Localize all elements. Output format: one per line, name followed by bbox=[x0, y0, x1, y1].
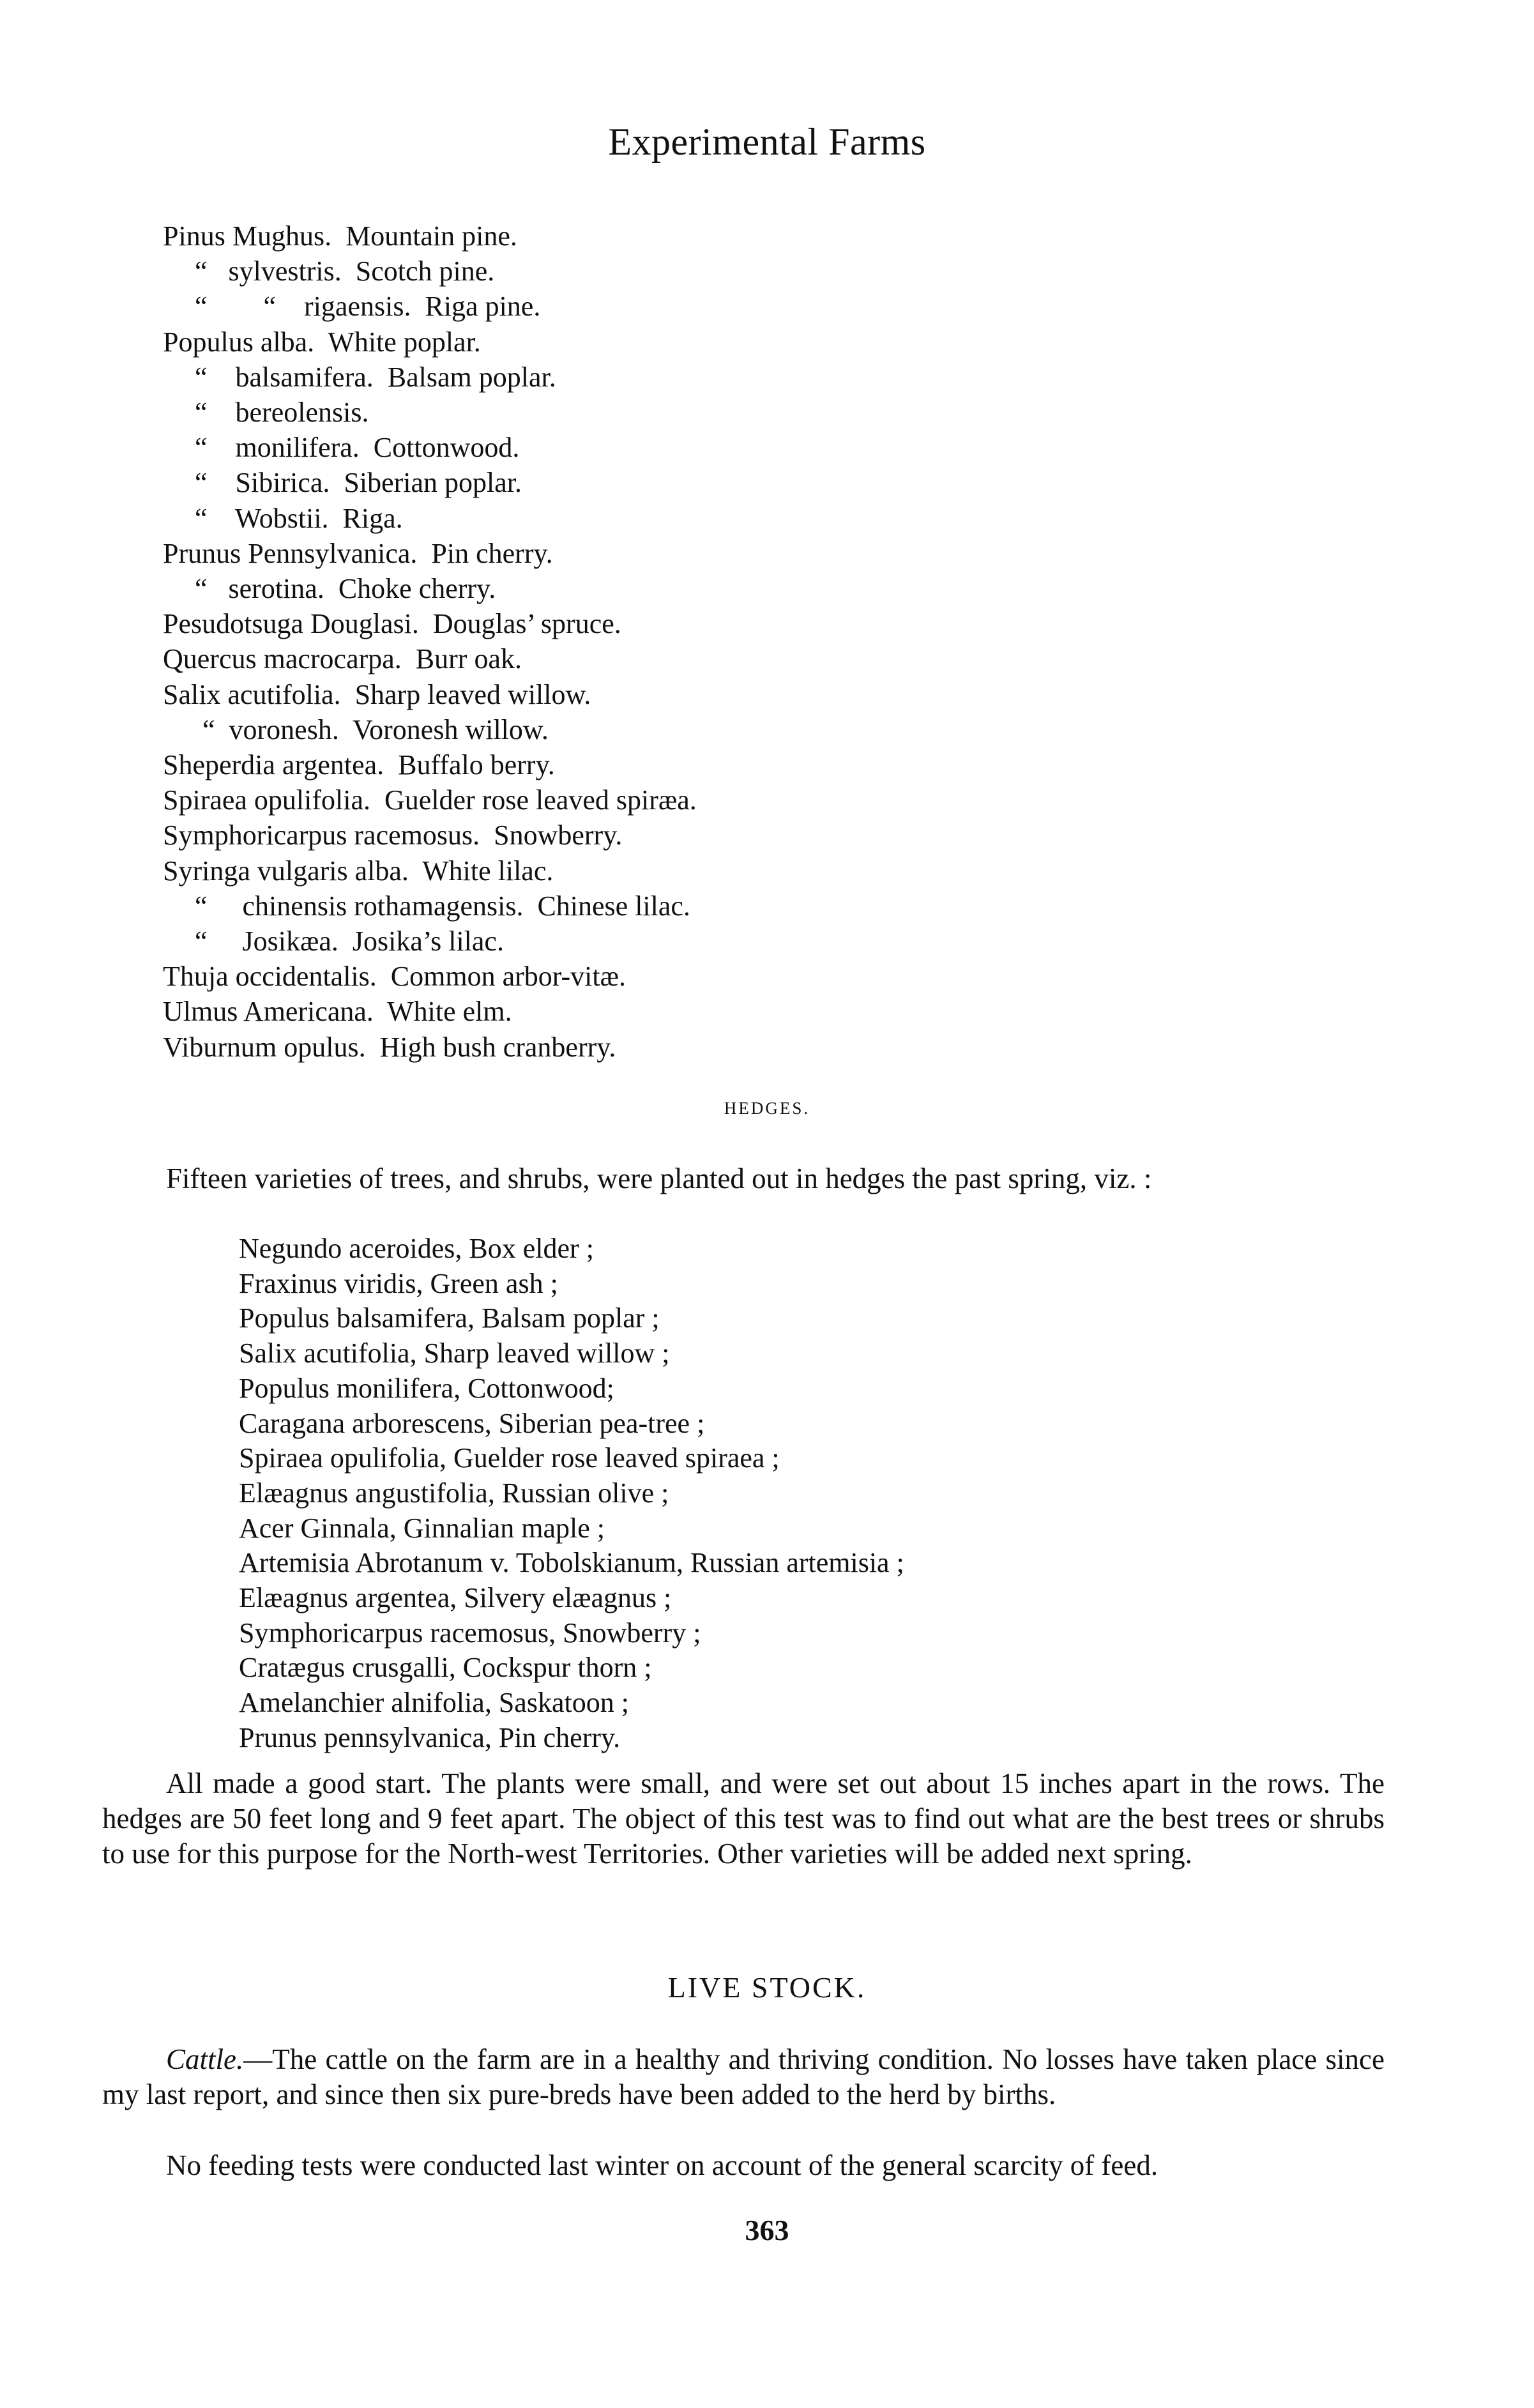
list-item: Symphoricarpus racemosus, Snowberry ; bbox=[239, 1617, 701, 1649]
hedges-list bbox=[239, 1231, 1388, 1756]
list-item: Quercus macrocarpa. Burr oak. bbox=[163, 643, 522, 675]
list-item: Prunus pennsylvanica, Pin cherry. bbox=[239, 1721, 621, 1753]
list-item: Salix acutifolia, Sharp leaved willow ; bbox=[239, 1337, 670, 1369]
list-item: Symphoricarpus racemosus. Snowberry. bbox=[163, 819, 623, 851]
list-item: “ voronesh. Voronesh willow. bbox=[202, 713, 549, 745]
list-item: Syringa vulgaris alba. White lilac. bbox=[163, 855, 554, 887]
hedges-summary-text: All made a good start. The plants were small, and were set out about 15 inches apart in the rows. The hedges are 50 feet long and 9 feet apart. The object of this test was to find out what are the best trees or shrubs to use for this purpose for the North-west Territories. Other varieties will be added next spring. bbox=[102, 1767, 1385, 1870]
list-item: “ sylvestris. Scotch pine. bbox=[195, 255, 495, 287]
hedges-intro-text: Fifteen varieties of trees, and shrubs, were planted out in hedges the past spring, viz. : bbox=[166, 1162, 1152, 1194]
list-item: “ Sibirica. Siberian poplar. bbox=[195, 467, 522, 499]
list-item: Acer Ginnala, Ginnalian maple ; bbox=[239, 1512, 605, 1544]
list-item: Prunus Pennsylvanica. Pin cherry. bbox=[163, 537, 553, 569]
list-item: Artemisia Abrotanum v. Tobolskianum, Russian artemisia ; bbox=[239, 1547, 904, 1579]
hedges-heading: HEDGES. bbox=[724, 1099, 810, 1118]
list-item: Viburnum opulus. High bush cranberry. bbox=[163, 1031, 616, 1063]
list-item: Ulmus Americana. White elm. bbox=[163, 996, 512, 1028]
list-item: Spiraea opulifolia, Guelder rose leaved spiraea ; bbox=[239, 1442, 780, 1474]
list-item: Elæagnus argentea, Silvery elæagnus ; bbox=[239, 1582, 672, 1614]
list-item: “ balsamifera. Balsam poplar. bbox=[195, 361, 556, 393]
list-item: “ serotina. Choke cherry. bbox=[195, 573, 496, 605]
list-item: Populus monilifera, Cottonwood; bbox=[239, 1372, 614, 1404]
list-item: “ Josikæa. Josika’s lilac. bbox=[195, 926, 504, 957]
species-list bbox=[163, 218, 1440, 1065]
list-item: Populus alba. White poplar. bbox=[163, 326, 481, 358]
cattle-paragraph bbox=[102, 2042, 1385, 2112]
list-item: Pinus Mughus. Mountain pine. bbox=[163, 220, 517, 252]
list-item: “ monilifera. Cottonwood. bbox=[195, 432, 520, 464]
list-item: Fraxinus viridis, Green ash ; bbox=[239, 1267, 558, 1299]
list-item: Cratægus crusgalli, Cockspur thorn ; bbox=[239, 1652, 652, 1684]
list-item: “ bereolensis. bbox=[195, 397, 369, 429]
hedges-intro-paragraph bbox=[102, 1161, 1385, 1196]
feeding-paragraph bbox=[102, 2148, 1385, 2183]
list-item: “ Wobstii. Riga. bbox=[195, 502, 403, 534]
list-item: Populus balsamifera, Balsam poplar ; bbox=[239, 1302, 660, 1334]
list-item: Thuja occidentalis. Common arbor-vitæ. bbox=[163, 961, 626, 993]
list-item: “ chinensis rothamagensis. Chinese lilac. bbox=[195, 890, 690, 922]
feeding-text: No feeding tests were conducted last winter on account of the general scarcity of feed. bbox=[166, 2149, 1158, 2181]
list-item: Pesudotsuga Douglasi. Douglas’ spruce. bbox=[163, 608, 621, 640]
list-item: Negundo aceroides, Box elder ; bbox=[239, 1233, 594, 1264]
page-title: Experimental Farms bbox=[608, 121, 926, 163]
cattle-text: —The cattle on the farm are in a healthy and thriving condition. No losses have taken place since my last report, and since then six pure-breds have been added to the herd by births. bbox=[102, 2043, 1385, 2110]
list-item: Amelanchier alnifolia, Saskatoon ; bbox=[239, 1687, 629, 1719]
list-item: Elæagnus angustifolia, Russian olive ; bbox=[239, 1477, 669, 1509]
list-item: Caragana arborescens, Siberian pea-tree ; bbox=[239, 1407, 705, 1439]
page-number: 363 bbox=[745, 2214, 789, 2246]
hedges-summary-paragraph bbox=[102, 1766, 1385, 1871]
list-item: “ “ rigaensis. Riga pine. bbox=[195, 291, 541, 323]
list-item: Sheperdia argentea. Buffalo berry. bbox=[163, 749, 555, 781]
list-item: Spiraea opulifolia. Guelder rose leaved spiræa. bbox=[163, 784, 697, 816]
live-stock-heading: LIVE STOCK. bbox=[667, 1971, 867, 2004]
list-item: Salix acutifolia. Sharp leaved willow. bbox=[163, 678, 591, 710]
cattle-label: Cattle. bbox=[166, 2043, 244, 2075]
